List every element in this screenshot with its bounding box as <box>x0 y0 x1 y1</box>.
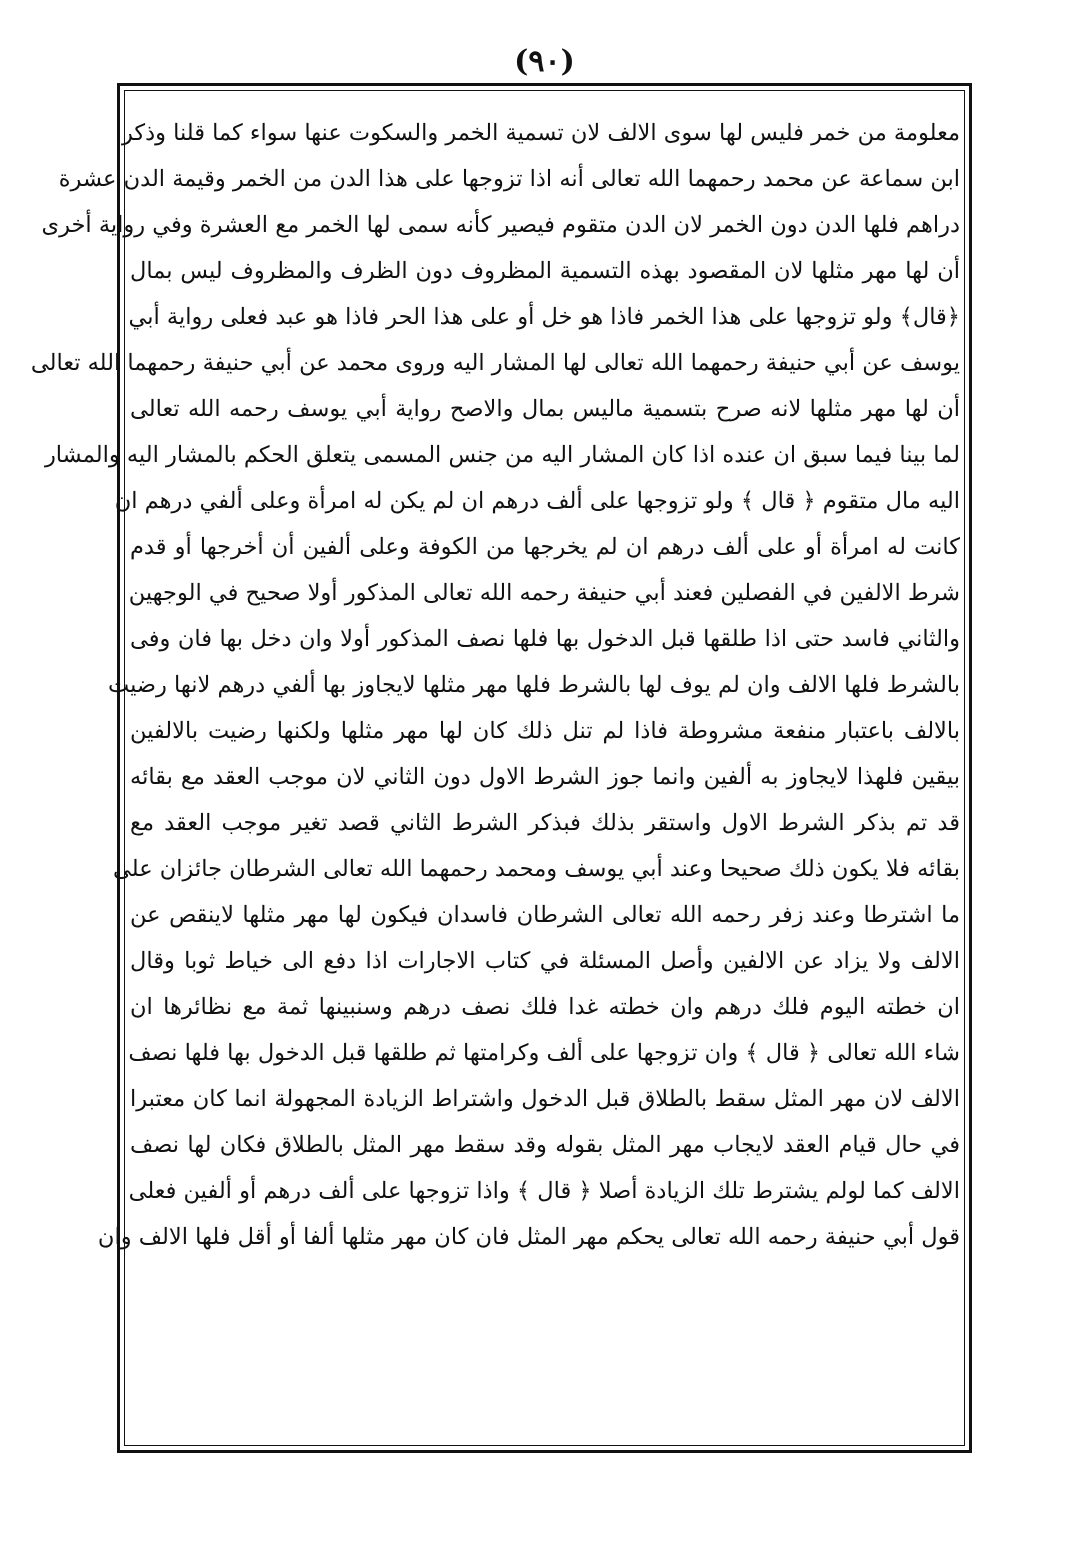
page-number: (٩٠) <box>514 44 575 79</box>
text-line: معلومة من خمر فليس لها سوى الالف لان تسمية الخمر والسكوت عنها سواء كما قلنا وذكر <box>121 120 960 146</box>
text-line: بالشرط فلها الالف وان لم يوف لها بالشرط فلها مهر مثلها لايجاوز بها ألفي درهم لانها رضيت <box>107 672 960 698</box>
text-line: والثاني فاسد حتى اذا طلقها قبل الدخول بها فلها نصف المذكور أولا وان دخل بها فان وفى <box>130 626 960 652</box>
text-line: قد تم بذكر الشرط الاول واستقر بذلك فبذكر الشرط الثاني قصد تغير موجب العقد مع <box>130 810 960 836</box>
text-line: كانت له امرأة أو على ألف درهم ان لم يخرجها من الكوفة وعلى ألفين أن أخرجها أو قدم <box>130 534 960 560</box>
text-line: أن لها مهر مثلها لانه صرح بتسمية ماليس بمال والاصح رواية أبي يوسف رحمه الله تعالى <box>130 396 960 422</box>
text-line: بيقين فلهذا لايجاوز به ألفين وانما جوز الشرط الاول دون الثاني لان موجب العقد مع بقائه <box>130 764 960 790</box>
text-line: بقائه فلا يكون ذلك صحيحا وعند أبي يوسف ومحمد رحمهما الله تعالى الشرطان جائزان على <box>113 856 960 882</box>
text-line: لما بينا فيما سبق ان عنده اذا كان المشار اليه من جنس المسمى يتعلق الحكم بالمشار اليه والمشار <box>44 442 960 468</box>
text-line: شاء الله تعالى ﴿ قال ﴾ وان تزوجها على ألف وكرامتها ثم طلقها قبل الدخول بها فلها نصف <box>128 1040 960 1066</box>
text-line: قول أبي حنيفة رحمه الله تعالى يحكم مهر المثل فان كان مهر مثلها ألفا أو أقل فلها الالف وان <box>97 1224 960 1250</box>
text-line: دراهم فلها الدن دون الخمر لان الدن متقوم فيصير كأنه سمى لها الخمر مع العشرة وفي رواية أخرى <box>41 212 960 238</box>
text-line: في حال قيام العقد لايجاب مهر المثل بقوله وقد سقط مهر المثل بالطلاق فكان لها نصف <box>130 1132 960 1158</box>
text-line: ﴿قال﴾ ولو تزوجها على هذا الخمر فاذا هو خل أو على هذا الحر فاذا هو عبد فعلى رواية أبي <box>128 304 960 330</box>
text-line: ما اشترطا وعند زفر رحمه الله تعالى الشرطان فاسدان فيكون لها مهر مثلها لاينقص عن <box>130 902 960 928</box>
text-line: الالف ولا يزاد عن الالفين وأصل المسئلة في كتاب الاجارات اذا دفع الى خياط ثوبا وقال <box>130 948 960 974</box>
text-line: بالالف باعتبار منفعة مشروطة فاذا لم تنل ذلك كان لها مهر مثلها ولكنها رضيت بالالفين <box>130 718 960 744</box>
text-line: شرط الالفين في الفصلين فعند أبي حنيفة رحمه الله تعالى المذكور أولا صحيح في الوجهين <box>128 580 960 606</box>
text-line: الالف كما لولم يشترط تلك الزيادة أصلا ﴿ قال ﴾ واذا تزوجها على ألف درهم أو ألفين فعلى <box>128 1178 960 1204</box>
text-line: أن لها مهر مثلها لان المقصود بهذه التسمية المظروف دون الظرف والمظروف ليس بمال <box>130 258 960 284</box>
page-body <box>30 100 960 1440</box>
text-line: ابن سماعة عن محمد رحمهما الله تعالى أنه اذا تزوجها على هذا الدن من الخمر وقيمة الدن عشرة <box>58 166 960 192</box>
text-line: ان خطته اليوم فلك درهم وان خطته غدا فلك نصف درهم وسنبينها ثمة مع نظائرها ان <box>130 994 960 1020</box>
text-line: الالف لان مهر المثل سقط بالطلاق قبل الدخول واشتراط الزيادة المجهولة انما كان معتبرا <box>130 1086 960 1112</box>
text-line: يوسف عن أبي حنيفة رحمهما الله تعالى لها المشار اليه وروى محمد عن أبي حنيفة رحمهما الله تعالى <box>30 350 960 376</box>
text-line: اليه مال متقوم ﴿ قال ﴾ ولو تزوجها على ألف درهم ان لم يكن له امرأة وعلى ألفي درهم ان <box>114 488 960 514</box>
